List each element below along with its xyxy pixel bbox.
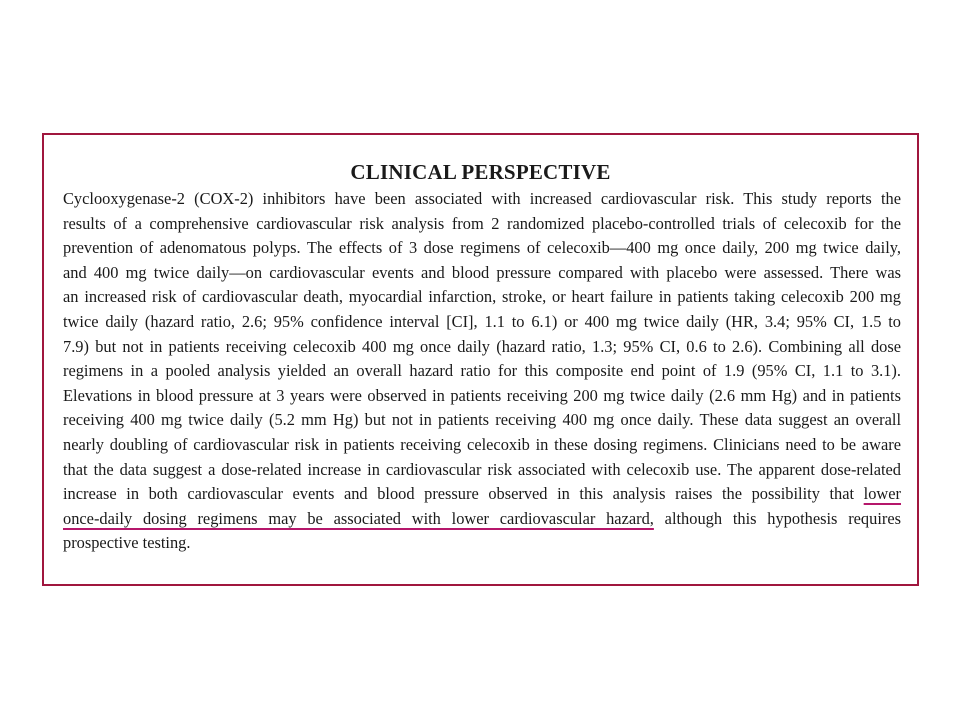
clinical-perspective-box <box>42 133 919 586</box>
line-text: increase in both cardiovascular events and blood pressure observed in this analysis raises the possibility that <box>63 484 864 504</box>
text-line: prevention of adenomatous polyps. The effects of 3 dose regimens of celecoxib—400 mg once daily, 200 mg twice daily, <box>63 238 901 258</box>
box-body-text <box>63 187 901 556</box>
text-line: twice daily (hazard ratio, 2.6; 95% confidence interval [CI], 1.1 to 6.1) or 400 mg twice daily (HR, 3.4; 95% CI, 1.5 to <box>63 311 901 331</box>
text-line: Elevations in blood pressure at 3 years were observed in patients receiving 200 mg twice daily (2.6 mm Hg) and in patients <box>63 385 901 405</box>
text-line <box>63 507 901 532</box>
highlighted-phrase-start: lower <box>863 484 901 504</box>
text-line: regimens in a pooled analysis yielded an overall hazard ratio for this composite end point of 1.9 (95% CI, 1.1 to 3.1). <box>63 361 901 381</box>
text-line-last: prospective testing. <box>63 533 191 553</box>
text-line: nearly doubling of cardiovascular risk in patients receiving celecoxib in these dosing regimens. Clinicians need to be aware <box>63 434 901 454</box>
text-line: results of a comprehensive cardiovascular risk analysis from 2 randomized placebo-controlled trials of celecoxib for the <box>63 213 901 233</box>
text-line: and 400 mg twice daily—on cardiovascular events and blood pressure compared with placebo were assessed. There was <box>63 262 901 282</box>
text-line: that the data suggest a dose-related increase in cardiovascular risk associated with celecoxib use. The apparent dose-related <box>63 459 901 479</box>
text-line: Cyclooxygenase-2 (COX-2) inhibitors have been associated with increased cardiovascular risk. This study reports the <box>63 189 901 208</box>
box-title: CLINICAL PERSPECTIVE <box>350 160 611 184</box>
text-line <box>63 482 901 507</box>
text-line: an increased risk of cardiovascular death, myocardial infarction, stroke, or heart failure in patients taking celecoxib 200 mg <box>63 287 901 307</box>
highlighted-phrase-end: once-daily dosing regimens may be associated with lower cardiovascular hazard, <box>63 508 654 528</box>
text-line: receiving 400 mg twice daily (5.2 mm Hg) but not in patients receiving 400 mg once daily. These data suggest an overall <box>63 410 901 430</box>
text-line: 7.9) but not in patients receiving celecoxib 400 mg once daily (hazard ratio, 1.3; 95% CI, 0.6 to 2.6). Combining all dose <box>63 336 901 356</box>
line-text: although this hypothesis requires <box>653 508 901 528</box>
